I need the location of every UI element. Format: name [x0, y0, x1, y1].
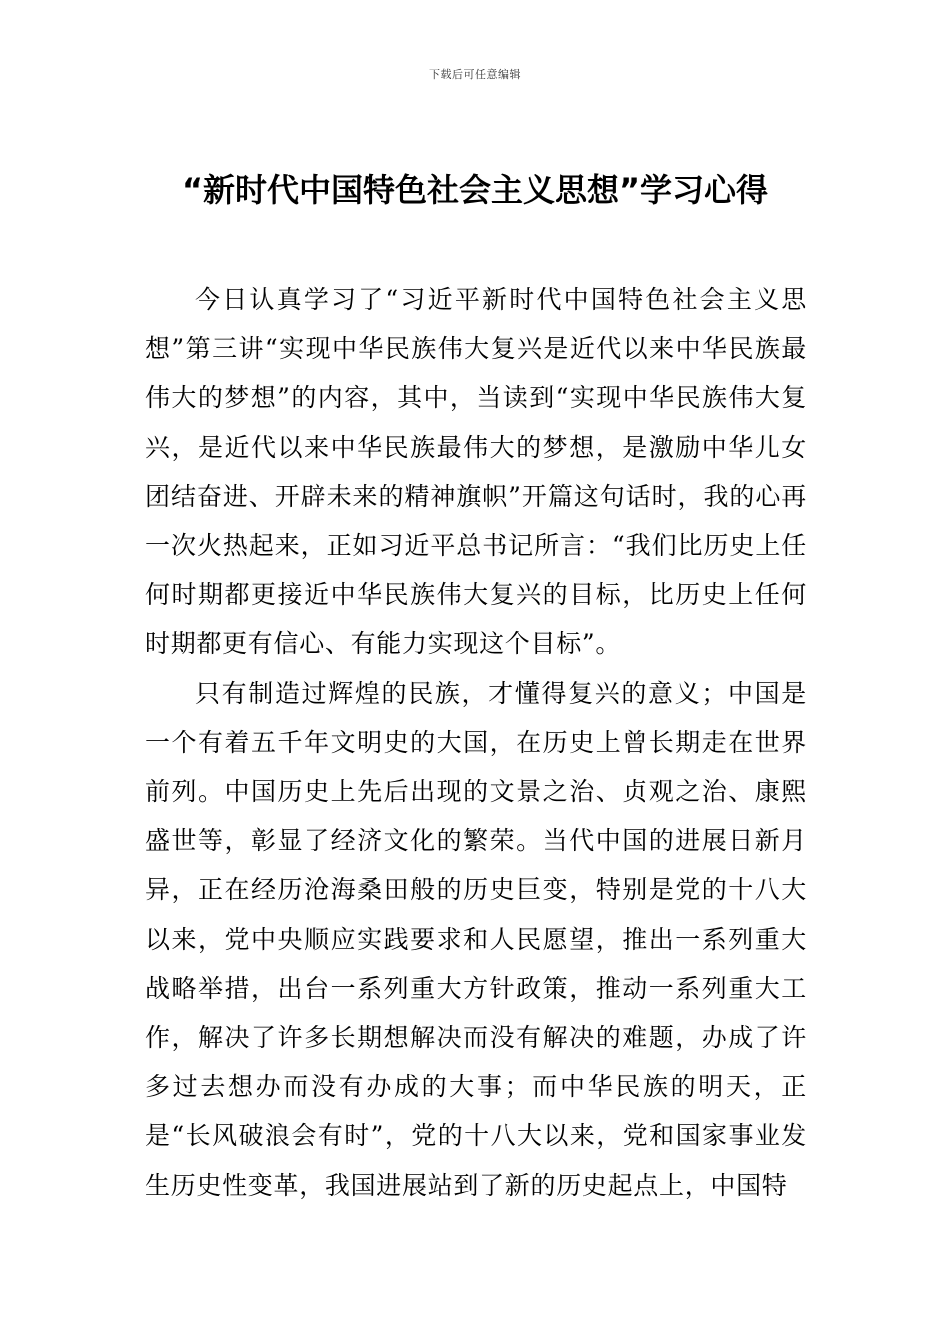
- header-note: 下载后可任意编辑: [429, 68, 521, 81]
- paragraph: 只有制造过辉煌的民族，才懂得复兴的意义；中国是一个有着五千年文明史的大国，在历史上曾长期走在世界前列。中国历史上先后出现的文景之治、贞观之治、康熙盛世等，彰显了经济文化的繁荣。当代中国的进展日新月异，正在经历沧海桑田般的历史巨变，特别是党的十八大以来，党中央顺应实践要求和人民愿望，推出一系列重大战略举措，出台一系列重大方针政策，推动一系列重大工作，解决了许多长期想解决而没有解决的难题，办成了许多过去想办而没有办成的大事；而中华民族的明天，正是“长风破浪会有时”，党的十八大以来，党和国家事业发生历史性变革，我国进展站到了新的历史起点上，中国特: [145, 678, 807, 1200]
- document-body: [145, 275, 807, 1210]
- document-title: “新时代中国特色社会主义思想”学习心得: [181, 171, 769, 209]
- paragraph: 今日认真学习了“习近平新时代中国特色社会主义思想”第三讲“实现中华民族伟大复兴是近代以来中华民族最伟大的梦想”的内容，其中，当读到“实现中华民族伟大复兴，是近代以来中华民族最伟大的梦想，是激励中华儿女团结奋进、开辟未来的精神旗帜”开篇这句话时，我的心再一次火热起来，正如习近平总书记所言：“我们比历史上任何时期都更接近中华民族伟大复兴的目标，比历史上任何时期都更有信心、有能力实现这个目标”。: [145, 285, 807, 659]
